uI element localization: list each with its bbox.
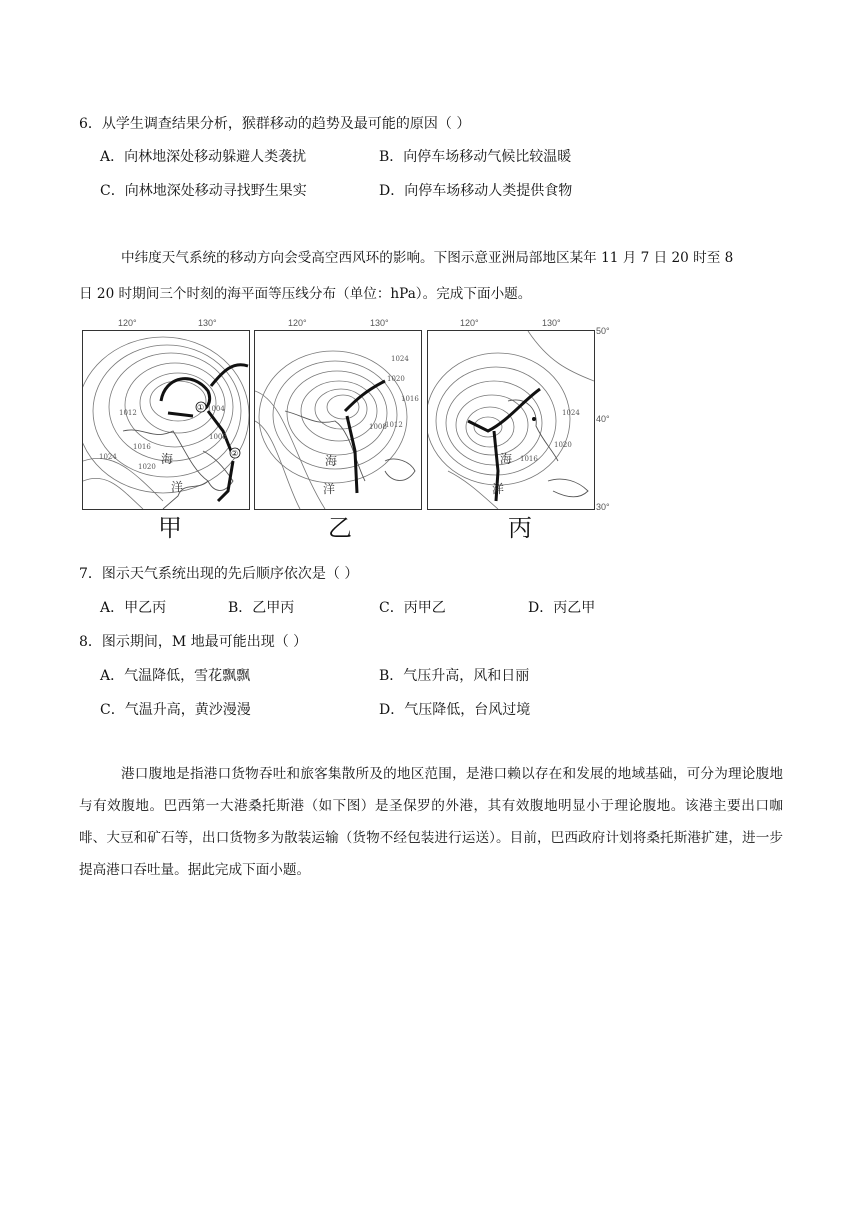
ocean-label: 洋 xyxy=(171,480,184,494)
q7-option-c[interactable]: C．丙甲乙 xyxy=(379,600,446,616)
panel-label-bing: 丙 xyxy=(508,514,532,542)
q7-stem: 7．图示天气系统出现的先后顺序依次是（ ） xyxy=(79,566,359,582)
isobar-label: 1008 xyxy=(369,423,387,431)
q7-option-d[interactable]: D．丙乙甲 xyxy=(528,600,596,616)
lon-120-label: 120° xyxy=(288,318,307,328)
isobar-label: 1004 xyxy=(207,405,225,413)
lon-130-label: 130° xyxy=(370,318,389,328)
q8-option-d[interactable]: D．气压降低，台风过境 xyxy=(379,702,531,718)
map-panel-yi xyxy=(254,330,422,510)
q6-option-a[interactable]: A．向林地深处移动躲避人类袭扰 xyxy=(100,149,307,165)
lat-50-label: 50° xyxy=(596,326,610,336)
isobar-label: 1020 xyxy=(554,441,572,449)
sea-label: 海 xyxy=(325,454,338,468)
q8-option-a[interactable]: A．气温降低，雪花飘飘 xyxy=(100,668,251,684)
sea-label: 海 xyxy=(161,452,174,466)
q8-stem: 8．图示期间，M 地最可能出现（ ） xyxy=(79,634,308,650)
q8-option-b[interactable]: B．气压升高，风和日丽 xyxy=(379,668,530,684)
q7-option-b[interactable]: B．乙甲丙 xyxy=(228,600,295,616)
isobar-label: 1020 xyxy=(387,375,405,383)
ocean-label: 洋 xyxy=(492,482,505,496)
isobar-label: 1024 xyxy=(99,453,117,461)
panel-label-jia: 甲 xyxy=(158,514,182,542)
marker-1-label: ① xyxy=(197,403,205,412)
lat-30-label: 30° xyxy=(596,502,610,512)
isobar-label: 1020 xyxy=(138,463,156,471)
q6-option-b[interactable]: B．向停车场移动气候比较温暖 xyxy=(379,149,572,165)
q6-stem: 6．从学生调查结果分析，猴群移动的趋势及最可能的原因（ ） xyxy=(79,116,471,132)
q8-option-c[interactable]: C．气温升高，黄沙漫漫 xyxy=(100,702,251,718)
intro2-line2: 日 20 时期间三个时刻的海平面等压线分布（单位：hPa）。完成下面小题。 xyxy=(79,286,532,302)
isobar-label: 1016 xyxy=(520,455,538,463)
isobar-label: 1016 xyxy=(401,395,419,403)
ocean-label: 洋 xyxy=(323,482,336,496)
isobar-label: 1016 xyxy=(133,443,151,451)
marker-2-label: ② xyxy=(231,449,239,458)
isobar-label: 1008 xyxy=(209,433,227,441)
map-panel-jia xyxy=(82,330,250,510)
isobar-figure xyxy=(80,316,620,542)
lon-130-label: 130° xyxy=(198,318,217,328)
isobar-label: 1012 xyxy=(385,421,403,429)
isobar-label: 1012 xyxy=(119,409,137,417)
lon-130-label: 130° xyxy=(542,318,561,328)
intro3-paragraph: 港口腹地是指港口货物吞吐和旅客集散所及的地区范围，是港口赖以存在和发展的地域基础，可分为理论腹地与有效腹地。巴西第一大港桑托斯港（如下图）是圣保罗的外港，其有效腹地明显小于理论腹地。该港主要出口咖啡、大豆和矿石等，出口货物多为散装运输（货物不经包装进行运送）。目前，巴西政府计划将桑托斯港扩建，进一步提高港口吞吐量。据此完成下面小题。 xyxy=(79,766,783,878)
q6-option-c[interactable]: C．向林地深处移动寻找野生果实 xyxy=(100,183,307,199)
isobar-label: 1024 xyxy=(562,409,580,417)
panel-label-yi: 乙 xyxy=(328,514,352,542)
lat-40-label: 40° xyxy=(596,414,610,424)
isobar-label: 1024 xyxy=(391,355,409,363)
lon-120-label: 120° xyxy=(460,318,479,328)
intro2-line1: 中纬度天气系统的移动方向会受高空西风环的影响。下图示意亚洲局部地区某年 11 月 7 日 20 时至 8 xyxy=(121,250,734,266)
q7-option-a[interactable]: A．甲乙丙 xyxy=(100,600,167,616)
q6-option-d[interactable]: D．向停车场移动人类提供食物 xyxy=(379,183,573,199)
sea-label: 海 xyxy=(500,452,513,466)
map-panel-bing xyxy=(427,330,595,510)
lon-120-label: 120° xyxy=(118,318,137,328)
